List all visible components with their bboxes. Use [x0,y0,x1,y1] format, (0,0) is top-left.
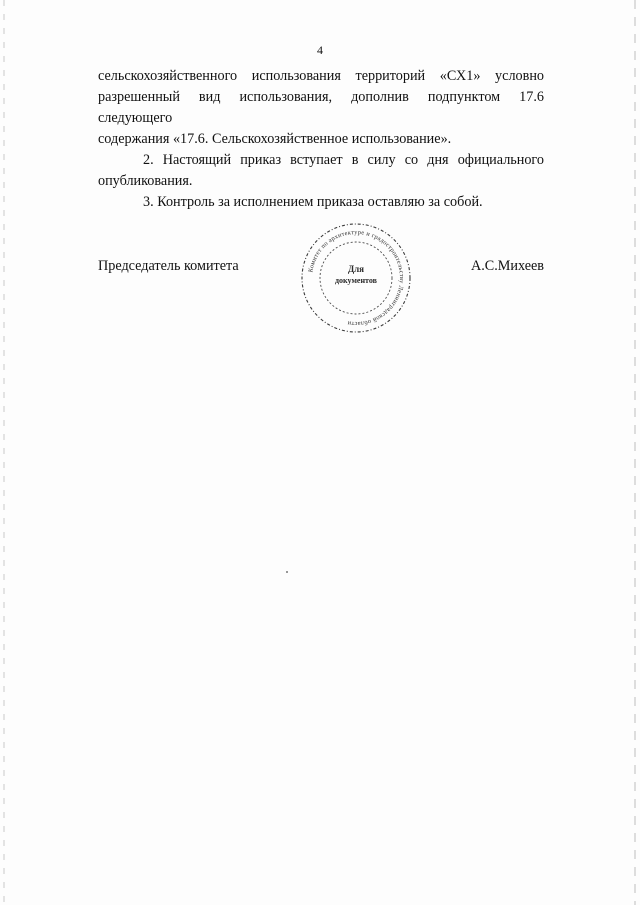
signatory-name: А.С.Михеев [470,258,544,274]
seal-center-line-1: Для [347,264,365,274]
paragraph-1 [98,66,544,150]
official-seal [298,220,414,336]
paragraph-2-line-1: 2. Настоящий приказ вступает в силу со дня официального [143,152,544,168]
seal-center-line-2: документов [335,276,377,285]
scan-speck [286,571,288,573]
paragraph-1-line-3: содержания «17.6. Сельскохозяйственное использование». [98,131,452,147]
page-number: 4 [317,43,323,57]
scan-edge-left [3,0,5,905]
paragraph-2-line-2: опубликования. [98,173,193,189]
paragraph-3-line-1: 3. Контроль за исполнением приказа оставляю за собой. [143,194,483,210]
paragraph-3 [98,192,544,213]
seal-ring-text: Комитет по архитектуре и градостроительству Ленинградской области [307,228,406,328]
document-body [98,66,544,213]
paragraph-2 [98,150,544,192]
scan-edge-right [634,0,636,905]
paragraph-1-line-1: сельскохозяйственного использования территорий «СХ1» условно [98,68,544,84]
paragraph-1-line-2: разрешенный вид использования, дополнив подпунктом 17.6 следующего [98,89,544,126]
signatory-title: Председатель комитета [98,258,239,274]
